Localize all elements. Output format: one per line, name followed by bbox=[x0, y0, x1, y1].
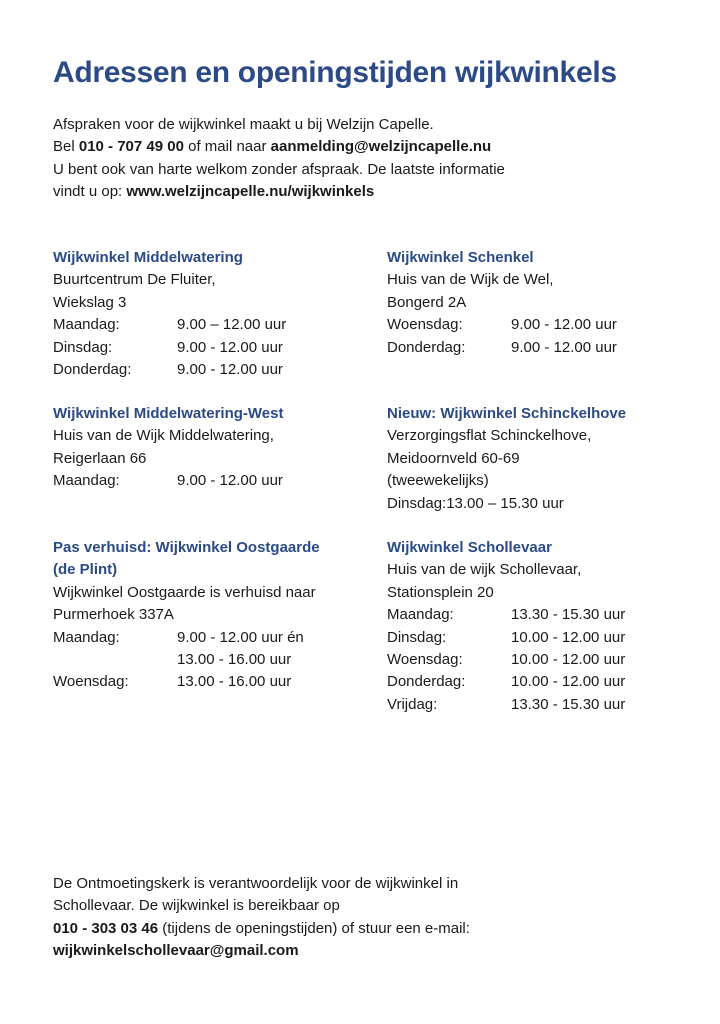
hours-row bbox=[387, 604, 707, 626]
time-value: 13.00 - 16.00 uur bbox=[177, 673, 292, 691]
time-value: 10.00 - 12.00 uur bbox=[511, 628, 626, 646]
shop-title: Wijkwinkel Schollevaar bbox=[387, 539, 552, 556]
intro-website-label: vindt u op: bbox=[53, 183, 127, 201]
shop-title: Wijkwinkel Schenkel bbox=[387, 249, 534, 266]
time-value: 9.00 - 12.00 uur bbox=[511, 316, 617, 334]
shop-middelwatering bbox=[53, 247, 373, 381]
time-value: 9.00 – 12.00 uur bbox=[177, 316, 287, 334]
time-value: 13.30 - 15.30 uur bbox=[511, 606, 626, 624]
address-line: Meidoornveld 60-69 bbox=[387, 449, 520, 467]
address-line: Reigerlaan 66 bbox=[53, 449, 147, 467]
day-label: Woensdag: bbox=[387, 651, 463, 669]
time-value: 9.00 - 12.00 uur bbox=[511, 338, 617, 356]
address-line: (tweewekelijks) bbox=[387, 472, 489, 490]
address-line: Huis van de wijk Schollevaar, bbox=[387, 561, 582, 579]
day-label bbox=[53, 649, 177, 671]
day-label: Maandag: bbox=[387, 606, 454, 624]
day-label: Maandag: bbox=[53, 472, 120, 490]
hours-row bbox=[53, 470, 373, 492]
footer-line-3-rest: (tijdens de openingstijden) of stuur een e-mail: bbox=[158, 919, 470, 937]
address-line: Buurtcentrum De Fluiter, bbox=[53, 271, 216, 289]
hours-row bbox=[53, 359, 373, 381]
time-value: 13.30 - 15.30 uur bbox=[511, 695, 626, 713]
address-line: Wiekslag 3 bbox=[53, 293, 127, 311]
intro-bel-label: Bel bbox=[53, 138, 79, 156]
hours-row bbox=[387, 694, 707, 716]
shop-schenkel bbox=[387, 247, 707, 359]
hours-row bbox=[387, 314, 707, 336]
shop-oostgaarde bbox=[53, 537, 373, 694]
page-title: Adressen en openingstijden wijkwinkels bbox=[53, 56, 617, 89]
day-label: Dinsdag: bbox=[53, 338, 113, 356]
hours-row bbox=[53, 627, 373, 649]
shop-schollevaar bbox=[387, 537, 707, 716]
day-label: Maandag: bbox=[53, 316, 120, 334]
time-value: 9.00 - 12.00 uur bbox=[177, 361, 283, 379]
welzijn-phone-number: 010 - 707 49 00 bbox=[78, 138, 184, 156]
hours-row bbox=[387, 671, 707, 693]
day-label: Dinsdag: bbox=[387, 494, 447, 512]
intro-line-4 bbox=[53, 181, 505, 203]
address-line: Huis van de Wijk Middelwatering, bbox=[53, 427, 274, 445]
footer-line-1: De Ontmoetingskerk is verantwoordelijk voor de wijkwinkel in bbox=[53, 875, 459, 892]
address-line: Stationsplein 20 bbox=[387, 583, 494, 601]
time-value: 9.00 - 12.00 uur bbox=[177, 338, 283, 356]
intro-line-2 bbox=[53, 136, 505, 158]
shop-schinckelhove bbox=[387, 403, 707, 515]
shop-title-continued: (de Plint) bbox=[53, 561, 118, 579]
day-label: Donderdag: bbox=[387, 673, 466, 691]
day-label: Woensdag: bbox=[387, 316, 463, 334]
day-label: Maandag: bbox=[53, 628, 120, 646]
welzijn-email[interactable]: aanmelding@welzijncapelle.nu bbox=[270, 138, 492, 156]
time-value: 13.00 – 15.30 uur bbox=[446, 494, 564, 512]
hours-row bbox=[53, 649, 373, 671]
footer-note bbox=[53, 873, 470, 963]
intro-mail-label: of mail naar bbox=[183, 138, 271, 156]
time-value: 9.00 - 12.00 uur én bbox=[177, 628, 304, 646]
hours-row bbox=[53, 337, 373, 359]
address-line: Purmerhoek 337A bbox=[53, 606, 174, 624]
intro-line-3: U bent ook van harte welkom zonder afspraak. De laatste informatie bbox=[53, 160, 505, 178]
shop-title: Wijkwinkel Middelwatering bbox=[53, 249, 243, 266]
intro-line-1: Afspraken voor de wijkwinkel maakt u bij Welzijn Capelle. bbox=[53, 116, 434, 133]
schollevaar-email[interactable]: wijkwinkelschollevaar@gmail.com bbox=[53, 942, 299, 960]
day-label: Donderdag: bbox=[387, 338, 466, 356]
intro-text bbox=[53, 114, 505, 204]
address-line: Huis van de Wijk de Wel, bbox=[387, 271, 554, 289]
shop-middelwatering-west bbox=[53, 403, 373, 493]
shop-title: Nieuw: Wijkwinkel Schinckelhove bbox=[387, 405, 627, 422]
welzijn-website-link[interactable]: www.welzijncapelle.nu/wijkwinkels bbox=[126, 183, 375, 201]
hours-row bbox=[387, 627, 707, 649]
time-value: 10.00 - 12.00 uur bbox=[511, 651, 626, 669]
hours-row bbox=[387, 649, 707, 671]
hours-row bbox=[53, 314, 373, 336]
day-label: Woensdag: bbox=[53, 673, 129, 691]
hours-row bbox=[53, 671, 373, 693]
shop-title: Pas verhuisd: Wijkwinkel Oostgaarde bbox=[53, 539, 320, 556]
footer-line-3 bbox=[53, 918, 470, 940]
footer-line-2: Schollevaar. De wijkwinkel is bereikbaar op bbox=[53, 897, 340, 915]
hours-row bbox=[387, 337, 707, 359]
day-label: Dinsdag: bbox=[387, 628, 447, 646]
hours-row bbox=[387, 493, 707, 515]
address-line: Wijkwinkel Oostgaarde is verhuisd naar bbox=[53, 583, 316, 601]
day-label: Vrijdag: bbox=[387, 695, 438, 713]
time-value: 9.00 - 12.00 uur bbox=[177, 472, 283, 490]
day-label: Donderdag: bbox=[53, 361, 132, 379]
schollevaar-phone-number: 010 - 303 03 46 bbox=[53, 919, 159, 937]
address-line: Verzorgingsflat Schinckelhove, bbox=[387, 427, 592, 445]
time-value: 13.00 - 16.00 uur bbox=[177, 651, 292, 669]
footer-line-4 bbox=[53, 940, 470, 962]
time-value: 10.00 - 12.00 uur bbox=[511, 673, 626, 691]
shop-title: Wijkwinkel Middelwatering-West bbox=[53, 405, 284, 422]
address-line: Bongerd 2A bbox=[387, 293, 467, 311]
